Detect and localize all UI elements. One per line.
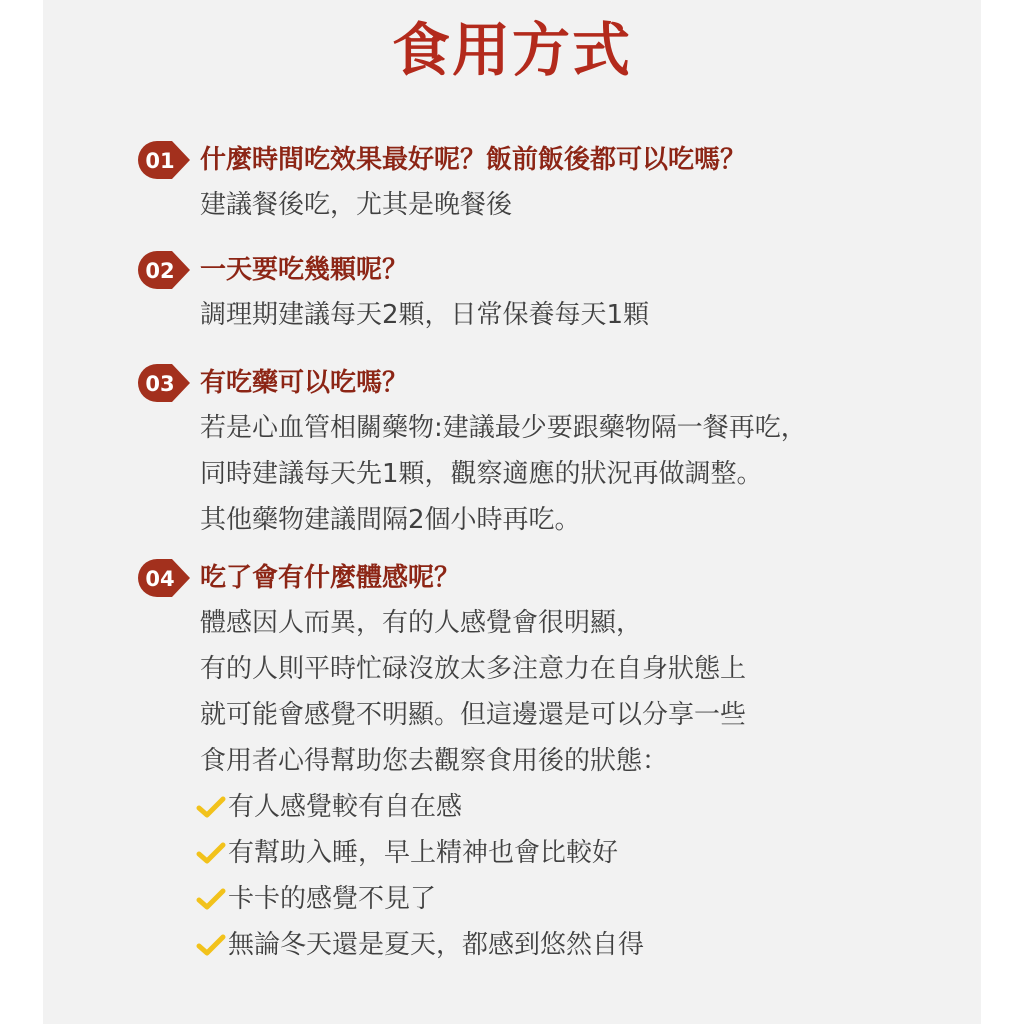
badge-number: 01 xyxy=(145,149,175,173)
question-row xyxy=(138,248,958,292)
faq-item-2 xyxy=(138,248,958,338)
number-badge xyxy=(138,364,192,402)
check-list xyxy=(196,784,958,968)
answer-line: 體感因人而異，有的人感覺會很明顯， xyxy=(200,608,643,638)
check-text: 有幫助入睡，早上精神也會比較好 xyxy=(228,838,619,868)
checkmark-icon xyxy=(196,795,226,819)
badge-number: 02 xyxy=(145,259,175,283)
question-text: 有吃藥可以吃嗎？ xyxy=(200,368,409,398)
answer-line: 調理期建議每天2顆，日常保養每天1顆 xyxy=(200,300,650,330)
answer-line: 同時建議每天先1顆，觀察適應的狀況再做調整。 xyxy=(200,459,763,489)
answer-line: 若是心血管相關藥物:建議最少要跟藥物隔一餐再吃， xyxy=(200,413,807,443)
check-item xyxy=(196,876,958,922)
question-row xyxy=(138,361,958,405)
check-text: 有人感覺較有自在感 xyxy=(228,792,463,822)
check-text: 卡卡的感覺不見了 xyxy=(228,884,437,914)
answer-line: 就可能會感覺不明顯。但這邊還是可以分享一些 xyxy=(200,700,747,730)
answer xyxy=(200,182,958,228)
check-item xyxy=(196,830,958,876)
checkmark-icon xyxy=(196,887,226,911)
answer xyxy=(200,600,958,784)
answer xyxy=(200,405,958,543)
question-text: 吃了會有什麼體感呢？ xyxy=(200,563,461,593)
question-row xyxy=(138,138,958,182)
question-text: 一天要吃幾顆呢？ xyxy=(200,255,409,285)
faq-item-3 xyxy=(138,361,958,543)
number-badge xyxy=(138,559,192,597)
page-title: 食用方式 xyxy=(391,16,632,84)
badge-arrow-icon xyxy=(138,559,192,597)
check-item xyxy=(196,784,958,830)
question-text: 什麼時間吃效果最好呢？飯前飯後都可以吃嗎？ xyxy=(200,145,747,175)
answer xyxy=(200,292,958,338)
badge-arrow-icon xyxy=(138,251,192,289)
question-row xyxy=(138,556,958,600)
answer-line: 食用者心得幫助您去觀察食用後的狀態： xyxy=(200,746,669,776)
answer-line: 有的人則平時忙碌沒放太多注意力在自身狀態上 xyxy=(200,654,747,684)
badge-number: 03 xyxy=(145,372,175,396)
faq-item-4 xyxy=(138,556,958,968)
answer-line: 其他藥物建議間隔2個小時再吃。 xyxy=(200,505,581,535)
answer-line: 建議餐後吃，尤其是晚餐後 xyxy=(200,190,513,220)
check-text: 無論冬天還是夏天，都感到悠然自得 xyxy=(228,930,645,960)
check-item xyxy=(196,922,958,968)
faq-item-1 xyxy=(138,138,958,228)
badge-arrow-icon xyxy=(138,364,192,402)
number-badge xyxy=(138,251,192,289)
number-badge xyxy=(138,141,192,179)
badge-number: 04 xyxy=(145,567,175,591)
badge-arrow-icon xyxy=(138,141,192,179)
checkmark-icon xyxy=(196,933,226,957)
checkmark-icon xyxy=(196,841,226,865)
